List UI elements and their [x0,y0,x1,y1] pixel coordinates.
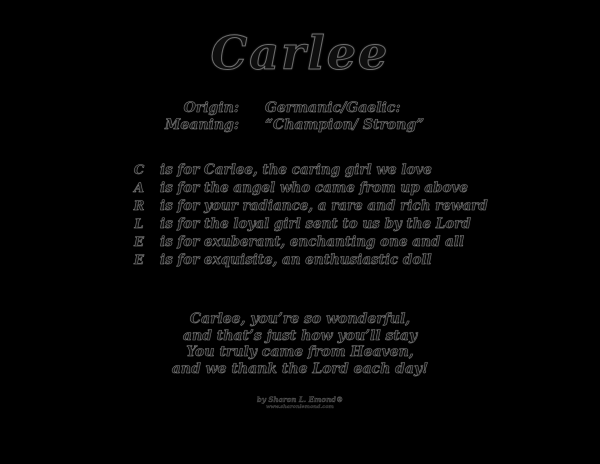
acrostic-line [128,216,488,234]
acrostic-letter: C [133,163,145,178]
origin-value: Germanic/Gaelic: [265,100,401,116]
verse-line: You truly came from Heaven, [186,344,414,360]
origin-row [0,100,600,117]
meaning-value: “Champion/ Strong” [265,117,425,133]
verse-line: Carlee, you’re so wonderful, [189,311,411,327]
acrostic-letter: L [134,217,144,232]
origin-label: Origin: [183,100,239,116]
verse-line: and we thank the Lord each day! [171,360,429,377]
attribution-author: by Sharon L. Emond® [256,395,344,404]
attribution-website: www.sharonlemond.com [266,404,334,410]
acrostic-letter: R [133,199,145,214]
acrostic-line [128,234,488,252]
meaning-row [0,117,600,134]
acrostic-text: is for the angel who came from up above [160,180,468,196]
acrostic-letter: E [134,253,144,268]
acrostic-text: is for Carlee, the caring girl we love [160,162,432,178]
acrostic-text: is for your radiance, a rare and rich reward [160,198,488,214]
page-title: Carlee [210,26,390,80]
meaning-label: Meaning: [164,117,239,133]
acrostic-text: is for exuberant, enchanting one and all [160,234,464,250]
origin-meaning-block [0,100,600,134]
acrostic-line [128,252,488,270]
attribution [0,396,600,410]
acrostic-letter: A [133,181,145,196]
acrostic-letter: E [134,235,144,250]
closing-verse [0,311,600,377]
acrostic-poem [128,162,488,270]
acrostic-text: is for exquisite, an enthusiastic doll [160,252,432,268]
acrostic-line [128,180,488,198]
acrostic-line [128,198,488,216]
acrostic-text: is for the loyal girl sent to us by the Lord [160,216,471,232]
acrostic-line [128,162,488,180]
verse-line: and that’s just how you’ll stay [182,327,418,344]
